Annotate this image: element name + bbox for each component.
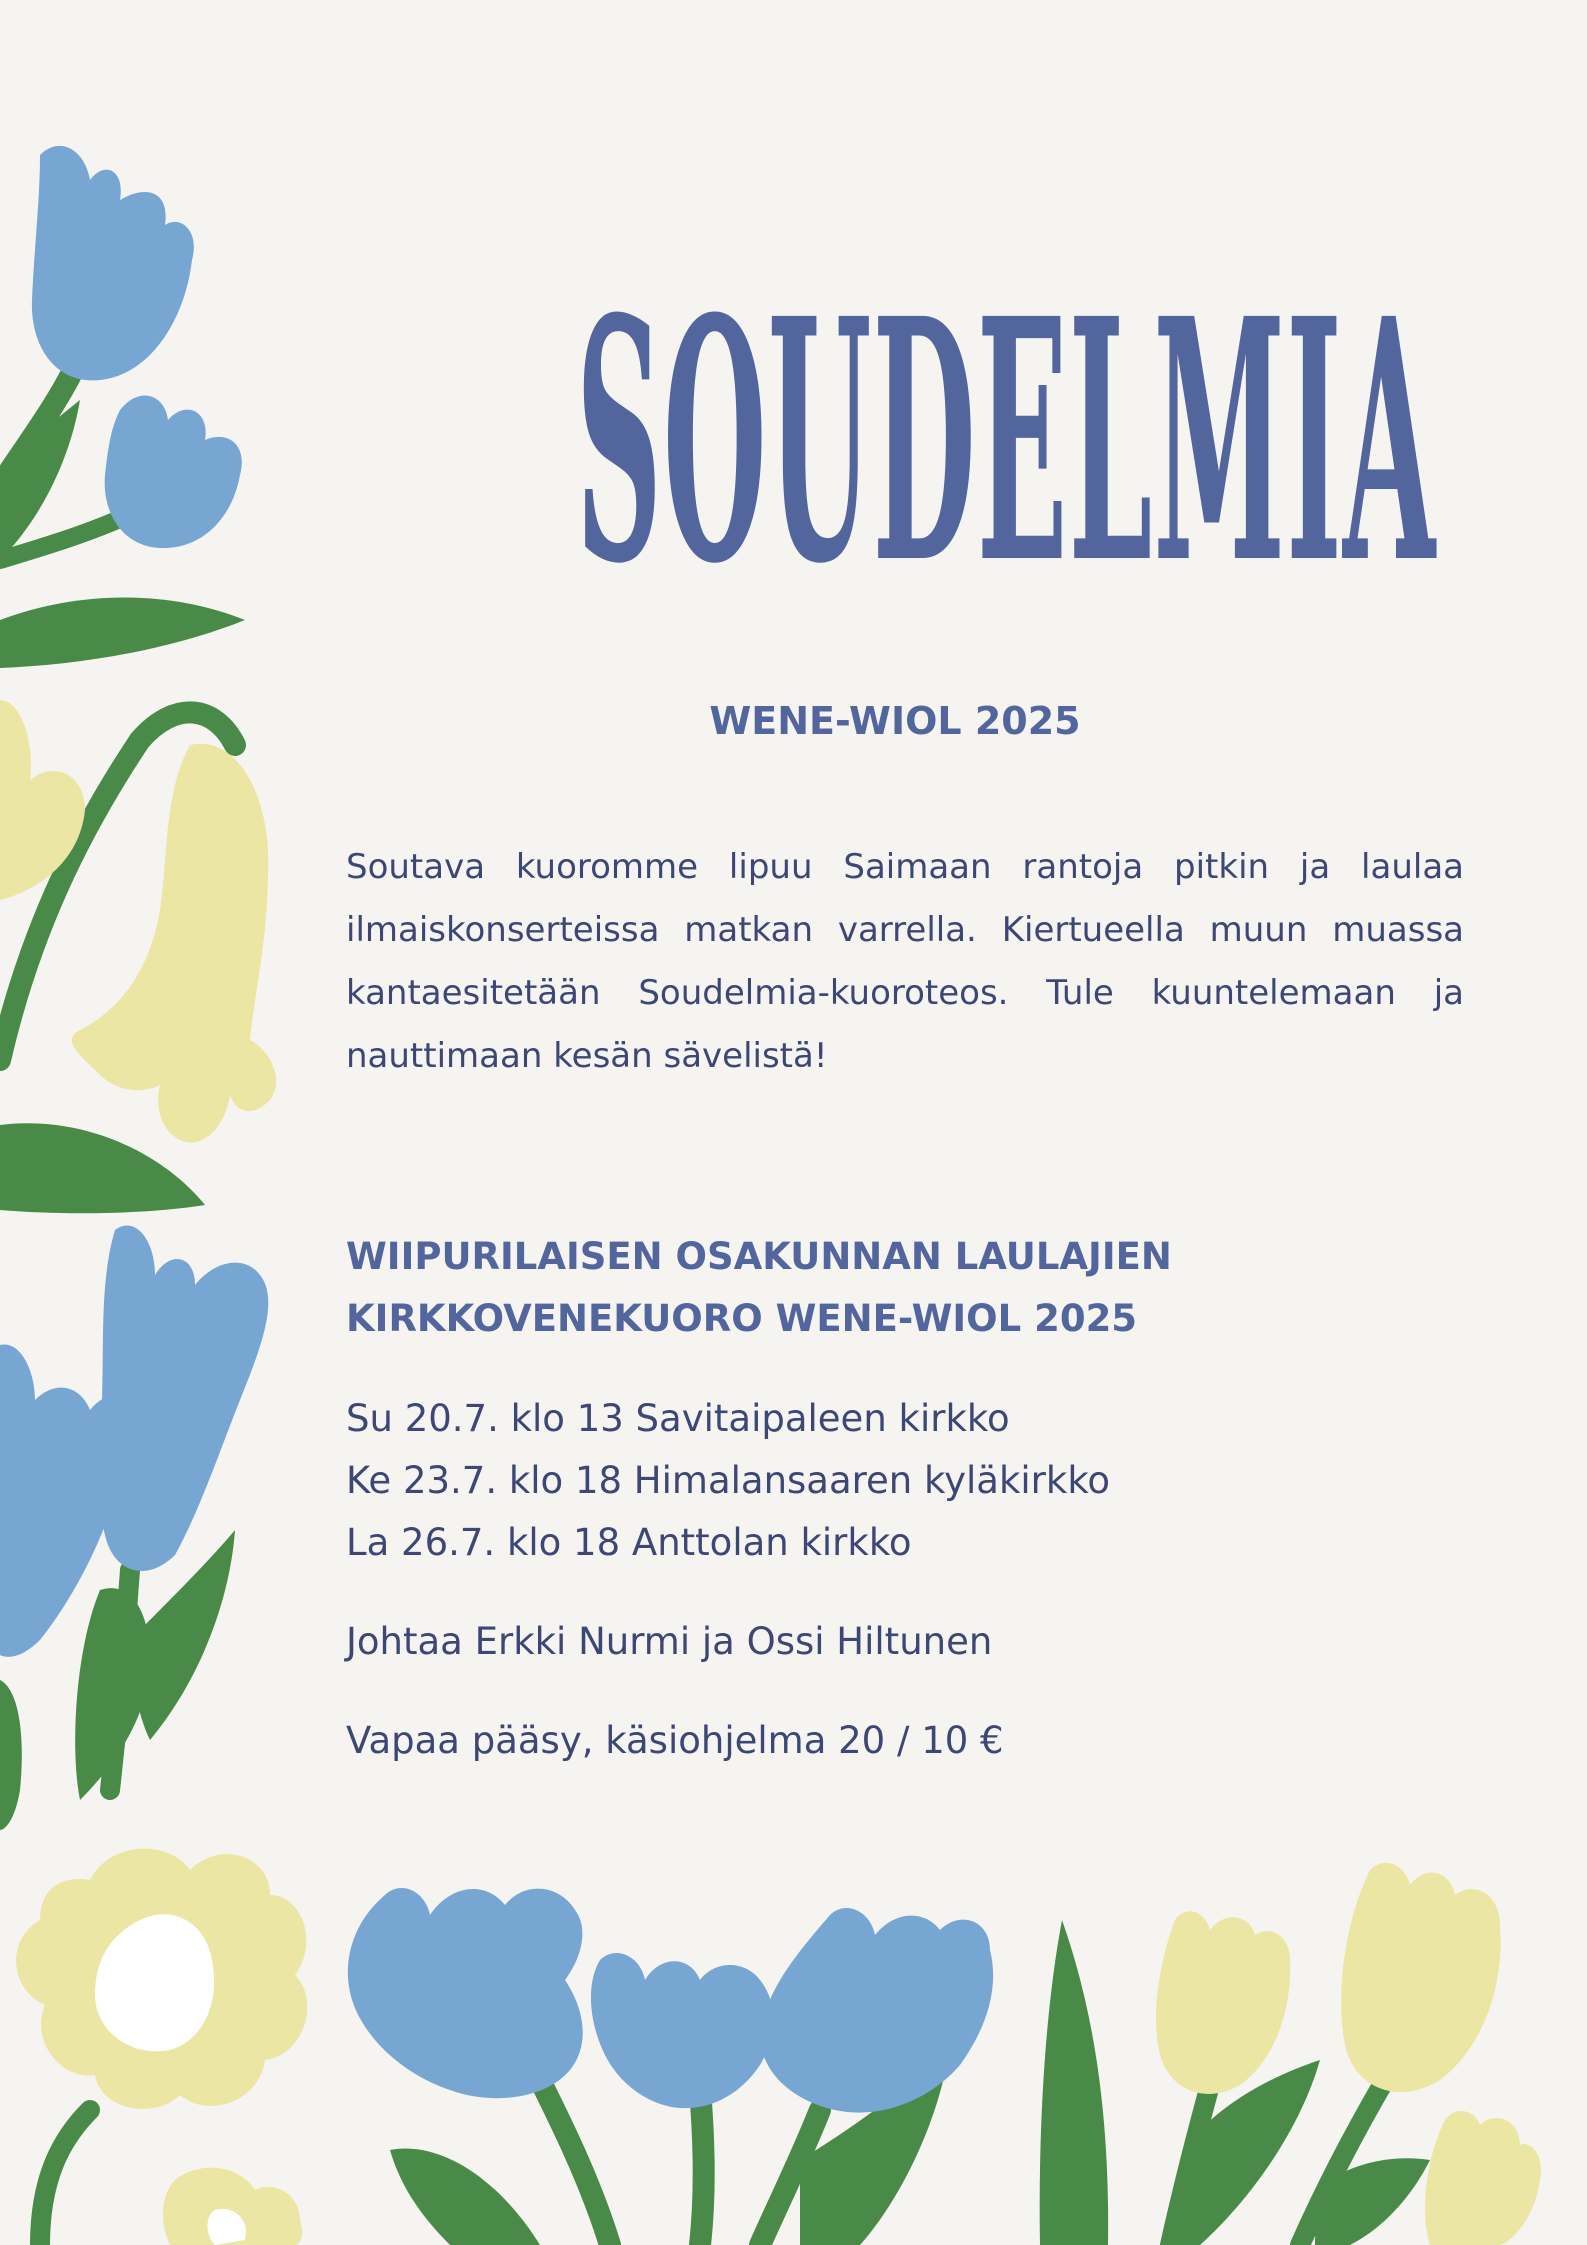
blue-tulip-small-left — [105, 396, 242, 549]
ensemble-heading-line-2: KIRKKOVENEKUORO WENE-WIOL 2025 — [346, 1297, 1138, 1340]
concert-item-anttola: La 26.7. klo 18 Anttolan kirkko — [346, 1521, 912, 1564]
green-leaf-tall-bottom — [1040, 1920, 1108, 2245]
ensemble-heading — [346, 1226, 1446, 1350]
concert-list — [346, 1388, 1446, 1574]
conductors-line: Johtaa Erkki Nurmi ja Ossi Hiltunen — [346, 1620, 993, 1663]
blue-tulips-bottom-center — [348, 1888, 993, 2245]
green-leaf-middle-left — [0, 1123, 205, 1213]
yellow-flower-bottom-left — [16, 1849, 307, 2245]
concert-item-himalansaari: Ke 23.7. klo 18 Himalansaaren kyläkirkko — [346, 1459, 1111, 1502]
admission-line: Vapaa pääsy, käsiohjelma 20 / 10 € — [346, 1719, 1004, 1762]
blue-tulip-left-lower — [0, 1226, 268, 1830]
yellow-tulips-bottom-right — [1156, 1863, 1541, 2245]
yellow-bell-flower-left — [0, 700, 276, 1143]
poster-title: SOUDELMIA — [576, 248, 1437, 638]
intro-paragraph: Soutava kuoromme lipuu Saimaan rantoja pitkin ja laulaa ilmaiskonserteissa matkan varrella. Kiertueella muun muassa kantaesitetään Soudelmia-kuoroteos. Tule kuuntelemaan ja nauttimaan kesän sävelistä! — [346, 847, 1464, 1076]
ensemble-heading-line-1: WIIPURILAISEN OSAKUNNAN LAULAJIEN — [346, 1235, 1172, 1278]
concert-item-savitaipale: Su 20.7. klo 13 Savitaipaleen kirkko — [346, 1397, 1010, 1440]
poster-subtitle: WENE-WIOL 2025 — [709, 699, 1081, 743]
green-leaf-top-left — [0, 598, 245, 669]
